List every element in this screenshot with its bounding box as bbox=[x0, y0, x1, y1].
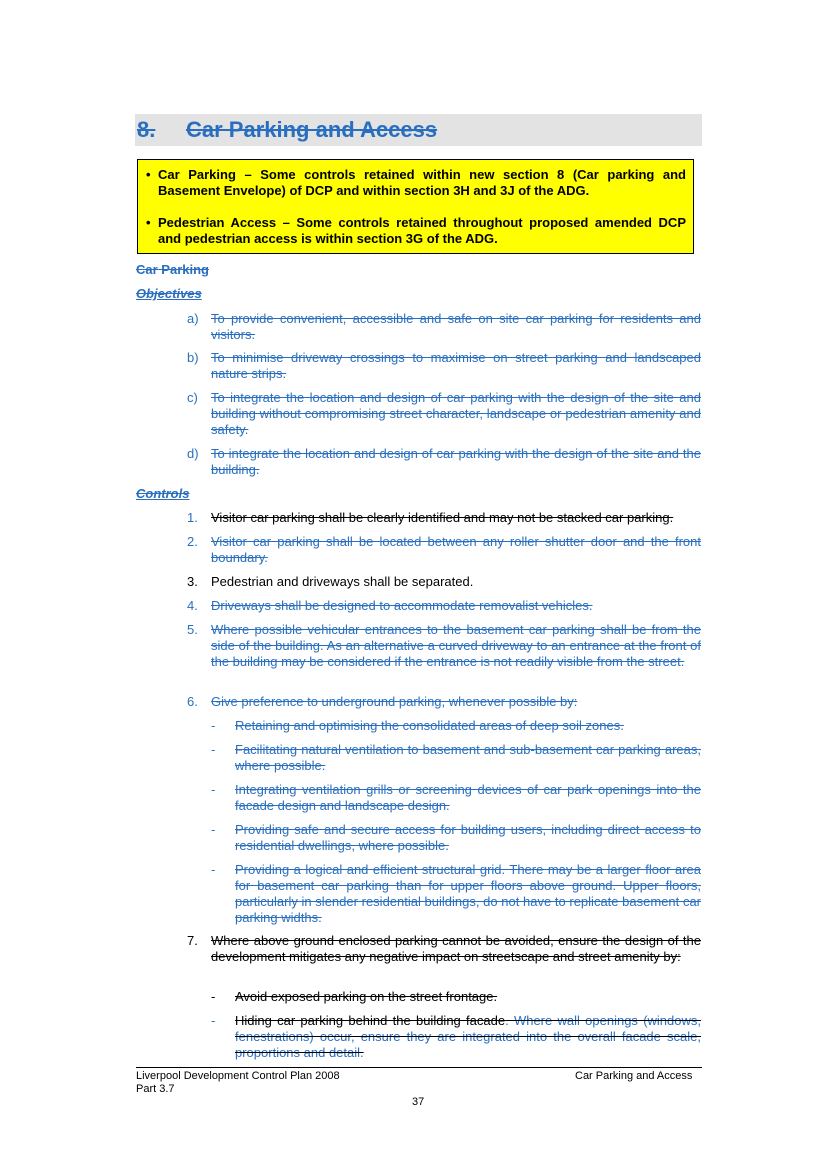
footer-rule bbox=[136, 1067, 702, 1068]
objective-item: b) To minimise driveway crossings to maximise on street parking and landscaped nature strips. bbox=[187, 350, 701, 381]
objective-item: d) To integrate the location and design of car parking with the design of the site and the building. bbox=[187, 446, 701, 477]
section-title: Car Parking and Access bbox=[186, 117, 438, 142]
control-sub-item-text-deleted: . Where wall openings (windows, fenestrations) occur, ensure they are integrated into the overall facade scale, proportions and detail. bbox=[235, 1013, 701, 1060]
control-sub-item: - Avoid exposed parking on the street frontage. bbox=[211, 989, 498, 1004]
footer-section-name: Car Parking and Access bbox=[575, 1070, 693, 1082]
footer-doc-title: Liverpool Development Control Plan 2008 bbox=[136, 1070, 340, 1082]
notice-item-pedestrian-access: Pedestrian Access – Some controls retained throughout proposed amended DCP and pedestrian access is within section 3G of the ADG. bbox=[158, 215, 686, 246]
notice-bullet: • bbox=[146, 215, 151, 230]
section-number: 8. bbox=[137, 117, 156, 142]
control-item: 3. Pedestrian and driveways shall be separated. bbox=[187, 574, 474, 589]
control-sub-item: - Integrating ventilation grills or screening devices of car park openings into the facade design and landscape design. bbox=[211, 782, 701, 813]
objective-item: a) To provide convenient, accessible and safe on site car parking for residents and visitors. bbox=[187, 311, 701, 342]
page-number: 37 bbox=[412, 1096, 425, 1108]
control-item: 7. Where above ground enclosed parking cannot be avoided, ensure the design of the development mitigates any negative impact on streetscape and street amenity by: bbox=[187, 933, 701, 964]
amendment-notice bbox=[137, 159, 694, 254]
objective-item: c) To integrate the location and design of car parking with the design of the site and building without compromising street character, landscape or pedestrian amenity and safety. bbox=[187, 390, 701, 437]
control-sub-item: - Retaining and optimising the consolidated areas of deep soil zones. bbox=[211, 718, 624, 733]
control-item: 1. Visitor car parking shall be clearly identified and may not be stacked car parking. bbox=[187, 510, 674, 525]
notice-bullet: • bbox=[146, 167, 151, 182]
control-sub-item: - Providing a logical and efficient structural grid. There may be a larger floor area for basement car parking than for upper floors above ground. Upper floors, particularly in slender residential buildings, do not have to replicate basement car parking widths. bbox=[211, 862, 701, 925]
objectives-heading: Objectives bbox=[136, 286, 202, 301]
footer-part: Part 3.7 bbox=[136, 1083, 175, 1095]
control-item: 2. Visitor car parking shall be located between any roller shutter door and the front boundary. bbox=[187, 534, 701, 565]
control-sub-item: - Facilitating natural ventilation to basement and sub-basement car parking areas, where possible. bbox=[211, 742, 701, 773]
control-item: 5. Where possible vehicular entrances to the basement car parking shall be from the side of the building. As an alternative a curved driveway to an entrance at the front of the building may be considered if the entrance is not readily visible from the street. bbox=[187, 622, 701, 669]
controls-heading: Controls bbox=[136, 486, 190, 501]
notice-item-car-parking: Car Parking – Some controls retained within new section 8 (Car parking and Basement Envelope) of DCP and within section 3H and 3J of the ADG. bbox=[158, 167, 686, 198]
section-heading bbox=[135, 114, 702, 146]
control-item: 4. Driveways shall be designed to accommodate removalist vehicles. bbox=[187, 598, 593, 613]
car-parking-heading: Car Parking bbox=[136, 262, 209, 277]
control-sub-item: - Hiding car parking behind the building facade. Where wall openings (windows, fenestrations) occur, ensure they are integrated into the overall facade scale, proportions and detail. bbox=[211, 1013, 701, 1060]
control-sub-item-text: Hiding car parking behind the building facade bbox=[235, 1013, 506, 1028]
control-sub-item: - Providing safe and secure access for building users, including direct access to residential dwellings, where possible. bbox=[211, 822, 701, 853]
control-item: 6. Give preference to underground parking, whenever possible by: bbox=[187, 694, 578, 709]
